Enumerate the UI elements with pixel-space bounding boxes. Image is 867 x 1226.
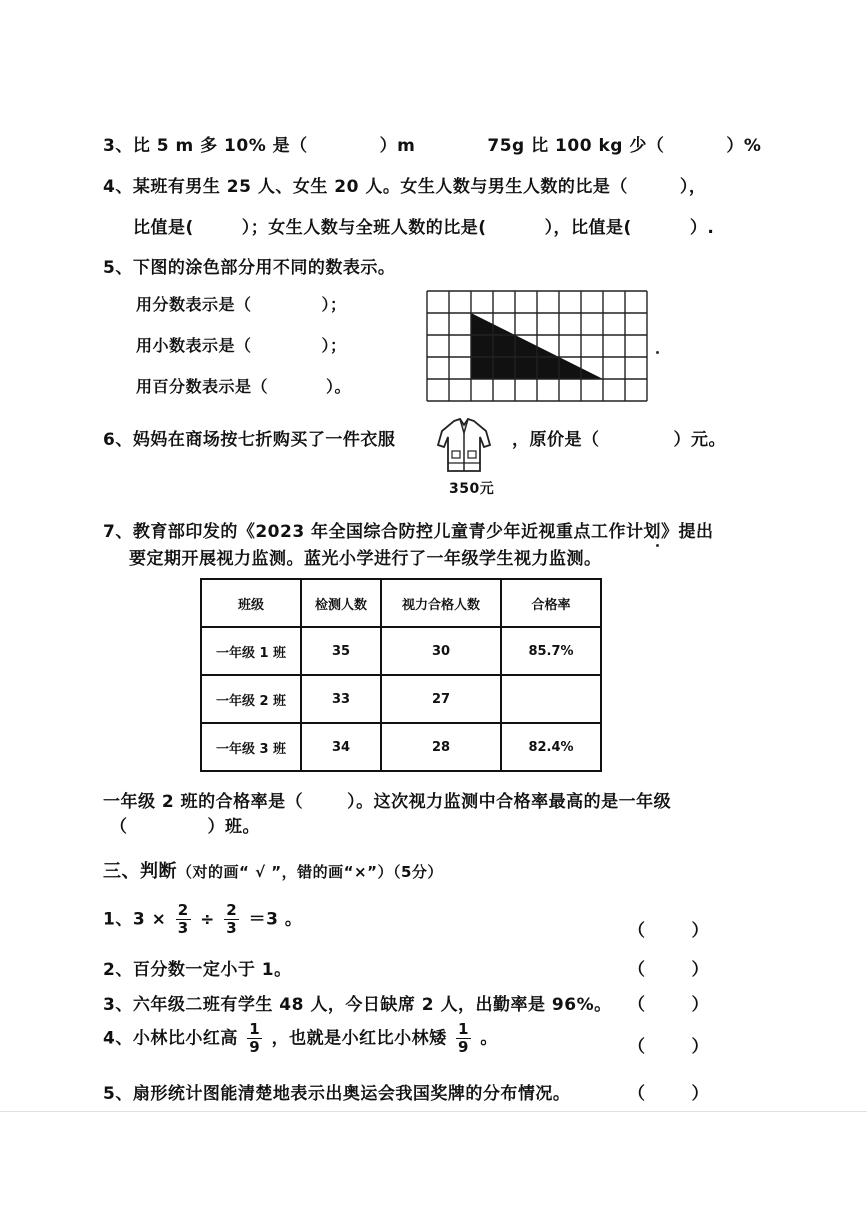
answer-box-5[interactable]: （ ） [628,1084,709,1104]
fraction: $\frac{1}{9}$ [249,1020,261,1056]
judge-item-3: 3、六年级二班有学生 48 人，今日缺席 2 人，出勤率是 96%。 [103,995,612,1015]
table-header: 合格率 [501,579,601,627]
q4-line-1: 4、某班有男生 25 人、女生 20 人。女生人数与男生人数的比是（ ）， [103,177,707,197]
q6-line: 6、妈妈在商场按七折购买了一件衣服 [103,430,396,450]
q7-line-2: 要定期开展视力监测。蓝光小学进行了一年级学生视力监测。 [129,549,602,569]
page-bottom-divider [0,1111,867,1112]
table-row [201,675,601,723]
judge-item-1: 1、3 × $\frac{2}{3}$ ÷ $\frac{2}{3}$ ＝3 。 [103,901,303,937]
q4-line-2: 比值是( ）；女生人数与全班人数的比是( ），比值是( ）. [133,218,715,238]
clothing-icon [434,415,494,475]
table-row [201,627,601,675]
q3-part-c: 75g 比 100 kg 少（ [487,136,665,156]
fraction: $\frac{1}{9}$ [458,1020,469,1056]
table-header: 检测人数 [301,579,381,627]
table-cell: 一年级 1 班 [201,627,301,675]
answer-box-4[interactable]: （ ） [628,1037,709,1057]
q5-decimal-line: 用小数表示是（ ）； [136,336,347,355]
table-header-row [201,579,601,627]
shaded-grid-figure [426,290,648,402]
q7-line-1: 7、教育部印发的《2023 年全国综合防控儿童青少年近视重点工作计划》提出 [103,522,714,542]
q3-line [103,131,761,156]
q5-percent-line: 用百分数表示是（ ）。 [136,377,352,396]
fraction: $\frac{2}{3}$ [177,901,189,937]
table-row [201,723,601,771]
q5-title: 5、下图的涂色部分用不同的数表示。 [103,258,396,278]
table-cell: 33 [301,675,381,723]
q3-part-b: ）m [379,136,416,156]
judge-item-5: 5、扇形统计图能清楚地表示出奥运会我国奖牌的分布情况。 [103,1084,571,1104]
q7-after-line-1: 一年级 2 班的合格率是（ ）。这次视力监测中合格率最高的是一年级 [103,792,672,812]
table-header: 班级 [201,579,301,627]
table-cell: 一年级 2 班 [201,675,301,723]
table-header: 视力合格人数 [381,579,501,627]
q6-price-label: 350元 [449,481,495,497]
table-cell: 27 [381,675,501,723]
table-cell: 82.4% [501,723,601,771]
section-3-title: 三、判断 [103,861,177,882]
section-3-note: （对的画“ √ ”，错的画“×”）（5分） [177,863,443,881]
answer-box-2[interactable]: （ ） [628,960,709,980]
table-cell: 34 [301,723,381,771]
table-cell: 85.7% [501,627,601,675]
table-cell: 28 [381,723,501,771]
answer-box-1[interactable]: （ ） [628,921,709,941]
section-3-heading [103,857,443,883]
table-cell: 一年级 3 班 [201,723,301,771]
fraction: $\frac{2}{3}$ [226,901,238,937]
judge-item-4: 4、小林比小红高 $\frac{1}{9}$ ，也就是小红比小林矮 $\frac{1}{9}$ 。 [103,1020,498,1056]
q7-after-line-2: （ ）班。 [110,817,260,837]
answer-box-3[interactable]: （ ） [628,995,709,1015]
judge-item-2: 2、百分数一定小于 1。 [103,960,292,980]
table-cell-empty[interactable] [501,675,601,723]
table-cell: 35 [301,627,381,675]
q5-fraction-line: 用分数表示是（ ）； [136,295,347,314]
q3-part-a: 3、比 5 m 多 10% 是（ [103,136,308,156]
q6-line-2: ，原价是（ ）元。 [512,430,726,450]
vision-table [200,578,602,772]
table-cell: 30 [381,627,501,675]
q3-part-d: ）% [726,136,762,156]
